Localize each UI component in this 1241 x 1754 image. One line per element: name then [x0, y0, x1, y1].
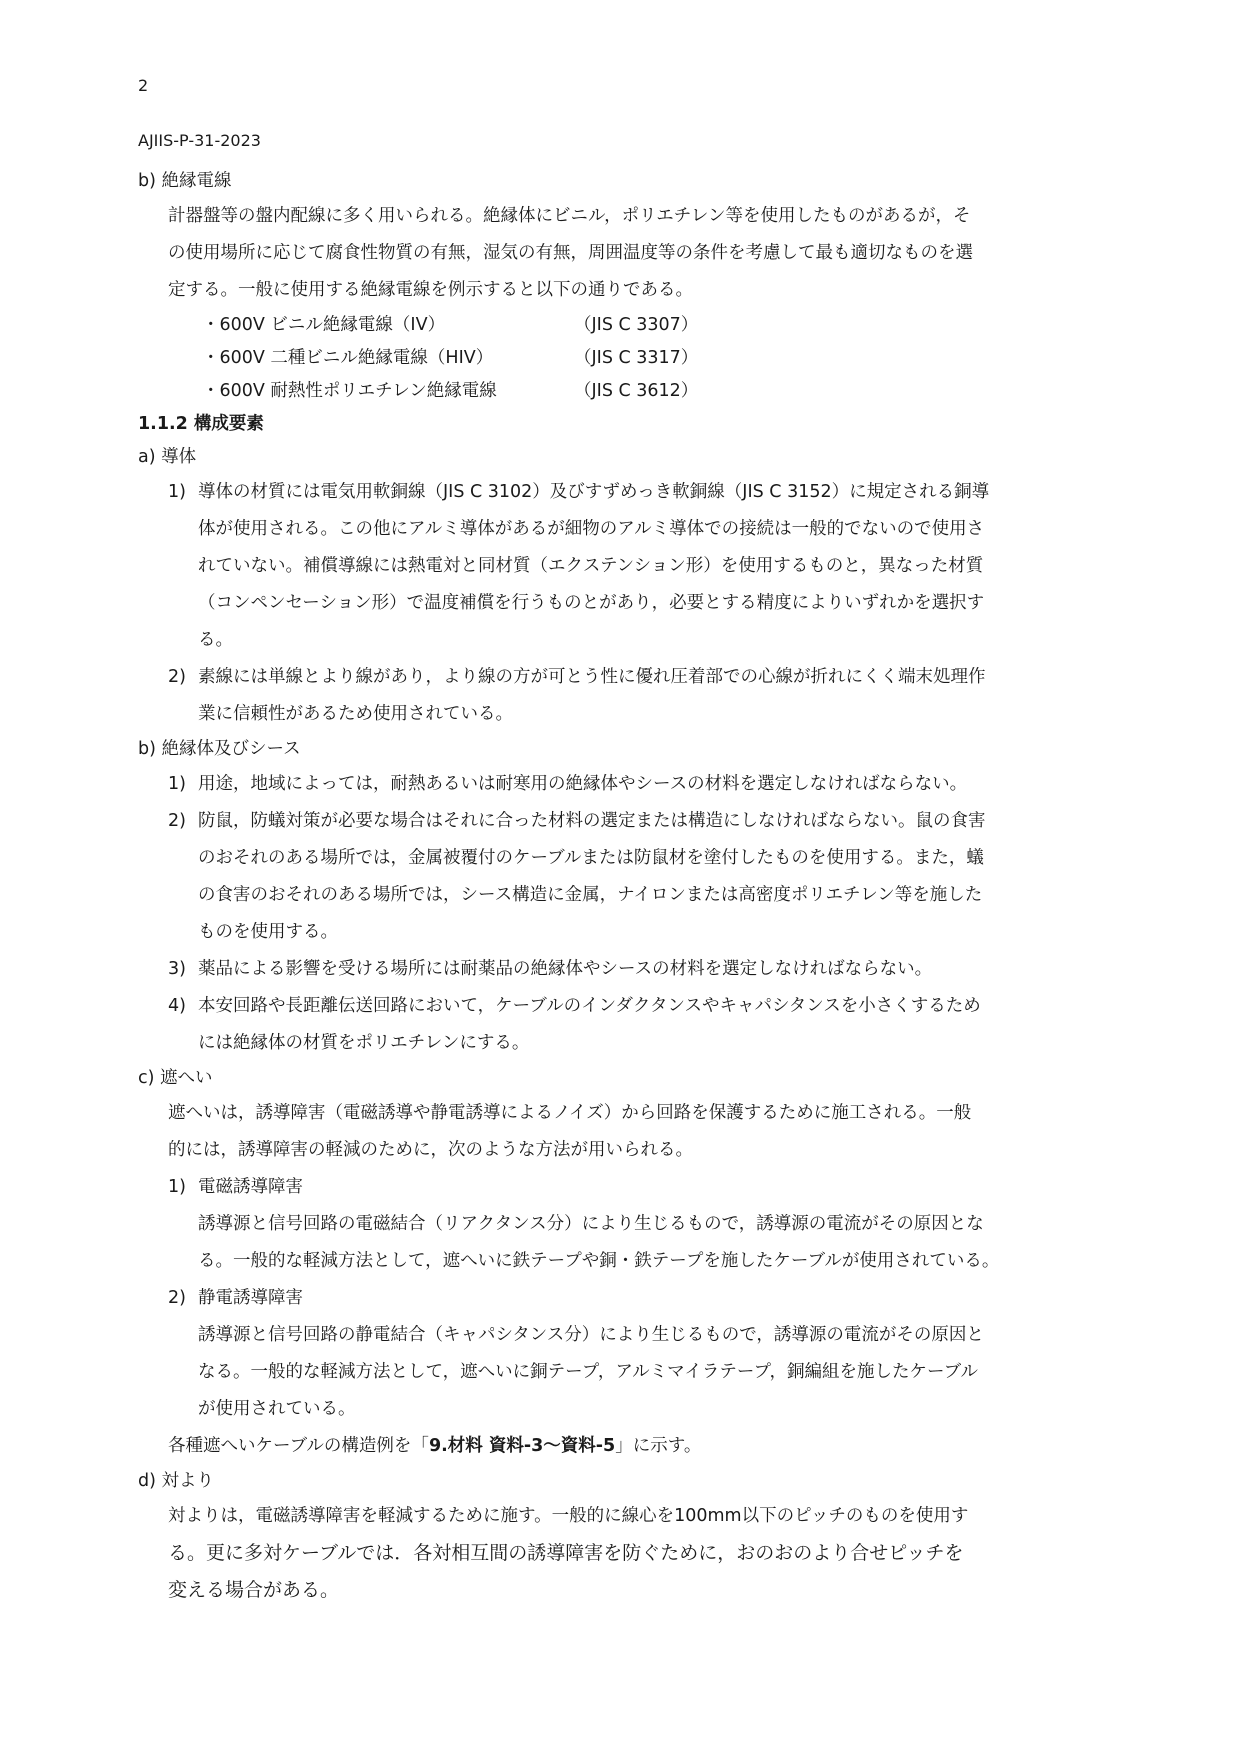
text-line: 遮へいは，誘導障害（電磁誘導や静電誘導によるノイズ）から回路を保護するために施工される。一般: [168, 1103, 972, 1123]
item-number: 4): [168, 996, 186, 1016]
text-line: 業に信頼性があるため使用されている。: [198, 704, 513, 724]
item-number: 1): [168, 1177, 186, 1197]
text-line: 対よりは，電磁誘導障害を軽減するために施す。一般的に線心を100mm以下のピッチのものを使用す: [168, 1506, 969, 1526]
text-line: 的には，誘導障害の軽減のために，次のような方法が用いられる。: [168, 1140, 693, 1160]
wire-standard: （JIS C 3307）: [574, 315, 699, 335]
document-id: AJIIS-P-31-2023: [138, 131, 261, 150]
text-line: の使用場所に応じて腐食性物質の有無，湿気の有無，周囲温度等の条件を考慮して最も適切なものを選: [168, 243, 973, 263]
section-heading: 1.1.2 構成要素: [138, 414, 264, 434]
text-line: 防鼠，防蟻対策が必要な場合はそれに合った材料の選定または構造にしなければならない。鼠の食害: [198, 811, 986, 831]
text-line: のおそれのある場所では，金属被覆付のケーブルまたは防鼠材を塗付したものを使用する。また，蟻: [198, 848, 984, 868]
text-line: 素線には単線とより線があり，より線の方が可とう性に優れ圧着部での心線が折れにくく端末処理作: [198, 667, 986, 687]
wire-list: [138, 309, 1118, 408]
text-line: 本安回路や長距離伝送回路において，ケーブルのインダクタンスやキャパシタンスを小さくするため: [198, 996, 981, 1016]
wire-standard: （JIS C 3612）: [574, 381, 699, 401]
list-item: [168, 951, 1118, 988]
item-title: 静電誘導障害: [198, 1288, 303, 1308]
list-item: [168, 474, 1118, 659]
text-line: （コンペンセーション形）で温度補償を行うものとがあり，必要とする精度によりいずれかを選択す: [198, 593, 985, 613]
paragraph: [138, 198, 1118, 309]
text-line: には絶縁体の材質をポリエチレンにする。: [198, 1033, 530, 1053]
text-line: 定する。一般に使用する絶縁電線を例示すると以下の通りである。: [168, 280, 693, 300]
text-line: ものを使用する。: [198, 922, 338, 942]
text-line: 計器盤等の盤内配線に多く用いられる。絶縁体にビニル，ポリエチレン等を使用したものがあるが，そ: [168, 206, 971, 226]
page-number: 2: [138, 76, 149, 95]
text-line: 導体の材質には電気用軟銅線（JIS C 3102）及びすずめっき軟銅線（JIS C 3152）に規定される銅導: [198, 482, 990, 502]
text-line: 変える場合がある。: [168, 1579, 340, 1601]
subsection-title: a) 導体: [138, 447, 197, 467]
item-title: 電磁誘導障害: [198, 1177, 303, 1197]
wire-standard: （JIS C 3317）: [574, 348, 699, 368]
subsection-title: c) 遮へい: [138, 1068, 213, 1088]
list-item: [202, 309, 1118, 342]
reference-target: 9.材料 資料-3～資料-5: [428, 1436, 616, 1456]
text-line: が使用されている。: [198, 1399, 356, 1419]
list-item: [168, 659, 1118, 733]
list-item: [168, 1280, 1118, 1428]
list-item: [168, 988, 1118, 1062]
item-number: 1): [168, 774, 186, 794]
text-line: れていない。補償導線には熱電対と同材質（エクステンション形）を使用するものと，異なった材質: [198, 556, 984, 576]
item-number: 2): [168, 667, 186, 687]
list-item: [202, 375, 1118, 408]
text-line: る。更に多対ケーブルでは．各対相互間の誘導障害を防ぐために，おのおのより合せピッチを: [168, 1542, 964, 1564]
wire-name: ・600V 二種ビニル絶縁電線（HIV）: [202, 348, 494, 368]
text-line: 体が使用される。この他にアルミ導体があるが細物のアルミ導体での接続は一般的でないので使用さ: [198, 519, 985, 539]
text-line: なる。一般的な軽減方法として，遮へいに銅テープ，アルミマイラテープ，銅編組を施したケーブル: [198, 1362, 978, 1382]
subsection-title: b) 絶縁体及びシース: [138, 739, 301, 759]
wire-name: ・600V 耐熱性ポリエチレン絶縁電線: [202, 381, 497, 401]
subsection-title: b) 絶縁電線: [138, 171, 232, 191]
text-line: 薬品による影響を受ける場所には耐薬品の絶縁体やシースの材料を選定しなければならない。: [198, 959, 933, 979]
text-line: 用途，地域によっては，耐熱あるいは耐寒用の絶縁体やシースの材料を選定しなければならない。: [198, 774, 968, 794]
item-number: 1): [168, 482, 186, 502]
document-body: [138, 165, 1118, 1609]
wire-name: ・600V ビニル絶縁電線（IV）: [202, 315, 446, 335]
text-line: の食害のおそれのある場所では，シース構造に金属，ナイロンまたは高密度ポリエチレン等を施した: [198, 885, 983, 905]
text-line: 誘導源と信号回路の電磁結合（リアクタンス分）により生じるもので，誘導源の電流がその原因とな: [198, 1214, 984, 1234]
subsection-title: d) 対より: [138, 1471, 214, 1491]
item-number: 2): [168, 811, 186, 831]
reference-text: 」に示す。: [615, 1436, 702, 1456]
reference-line: [168, 1428, 1118, 1465]
text-line: る。: [198, 630, 233, 650]
reference-text: 各種遮へいケーブルの構造例を「: [168, 1436, 429, 1456]
item-number: 3): [168, 959, 186, 979]
list-item: [168, 803, 1118, 951]
list-item: [168, 766, 1118, 803]
text-line: 誘導源と信号回路の静電結合（キャパシタンス分）により生じるもので，誘導源の電流がその原因と: [198, 1325, 984, 1345]
text-line: る。一般的な軽減方法として，遮へいに鉄テープや銅・鉄テープを施したケーブルが使用されている。: [198, 1251, 1000, 1271]
list-item: [202, 342, 1118, 375]
list-item: [168, 1169, 1118, 1280]
item-number: 2): [168, 1288, 186, 1308]
